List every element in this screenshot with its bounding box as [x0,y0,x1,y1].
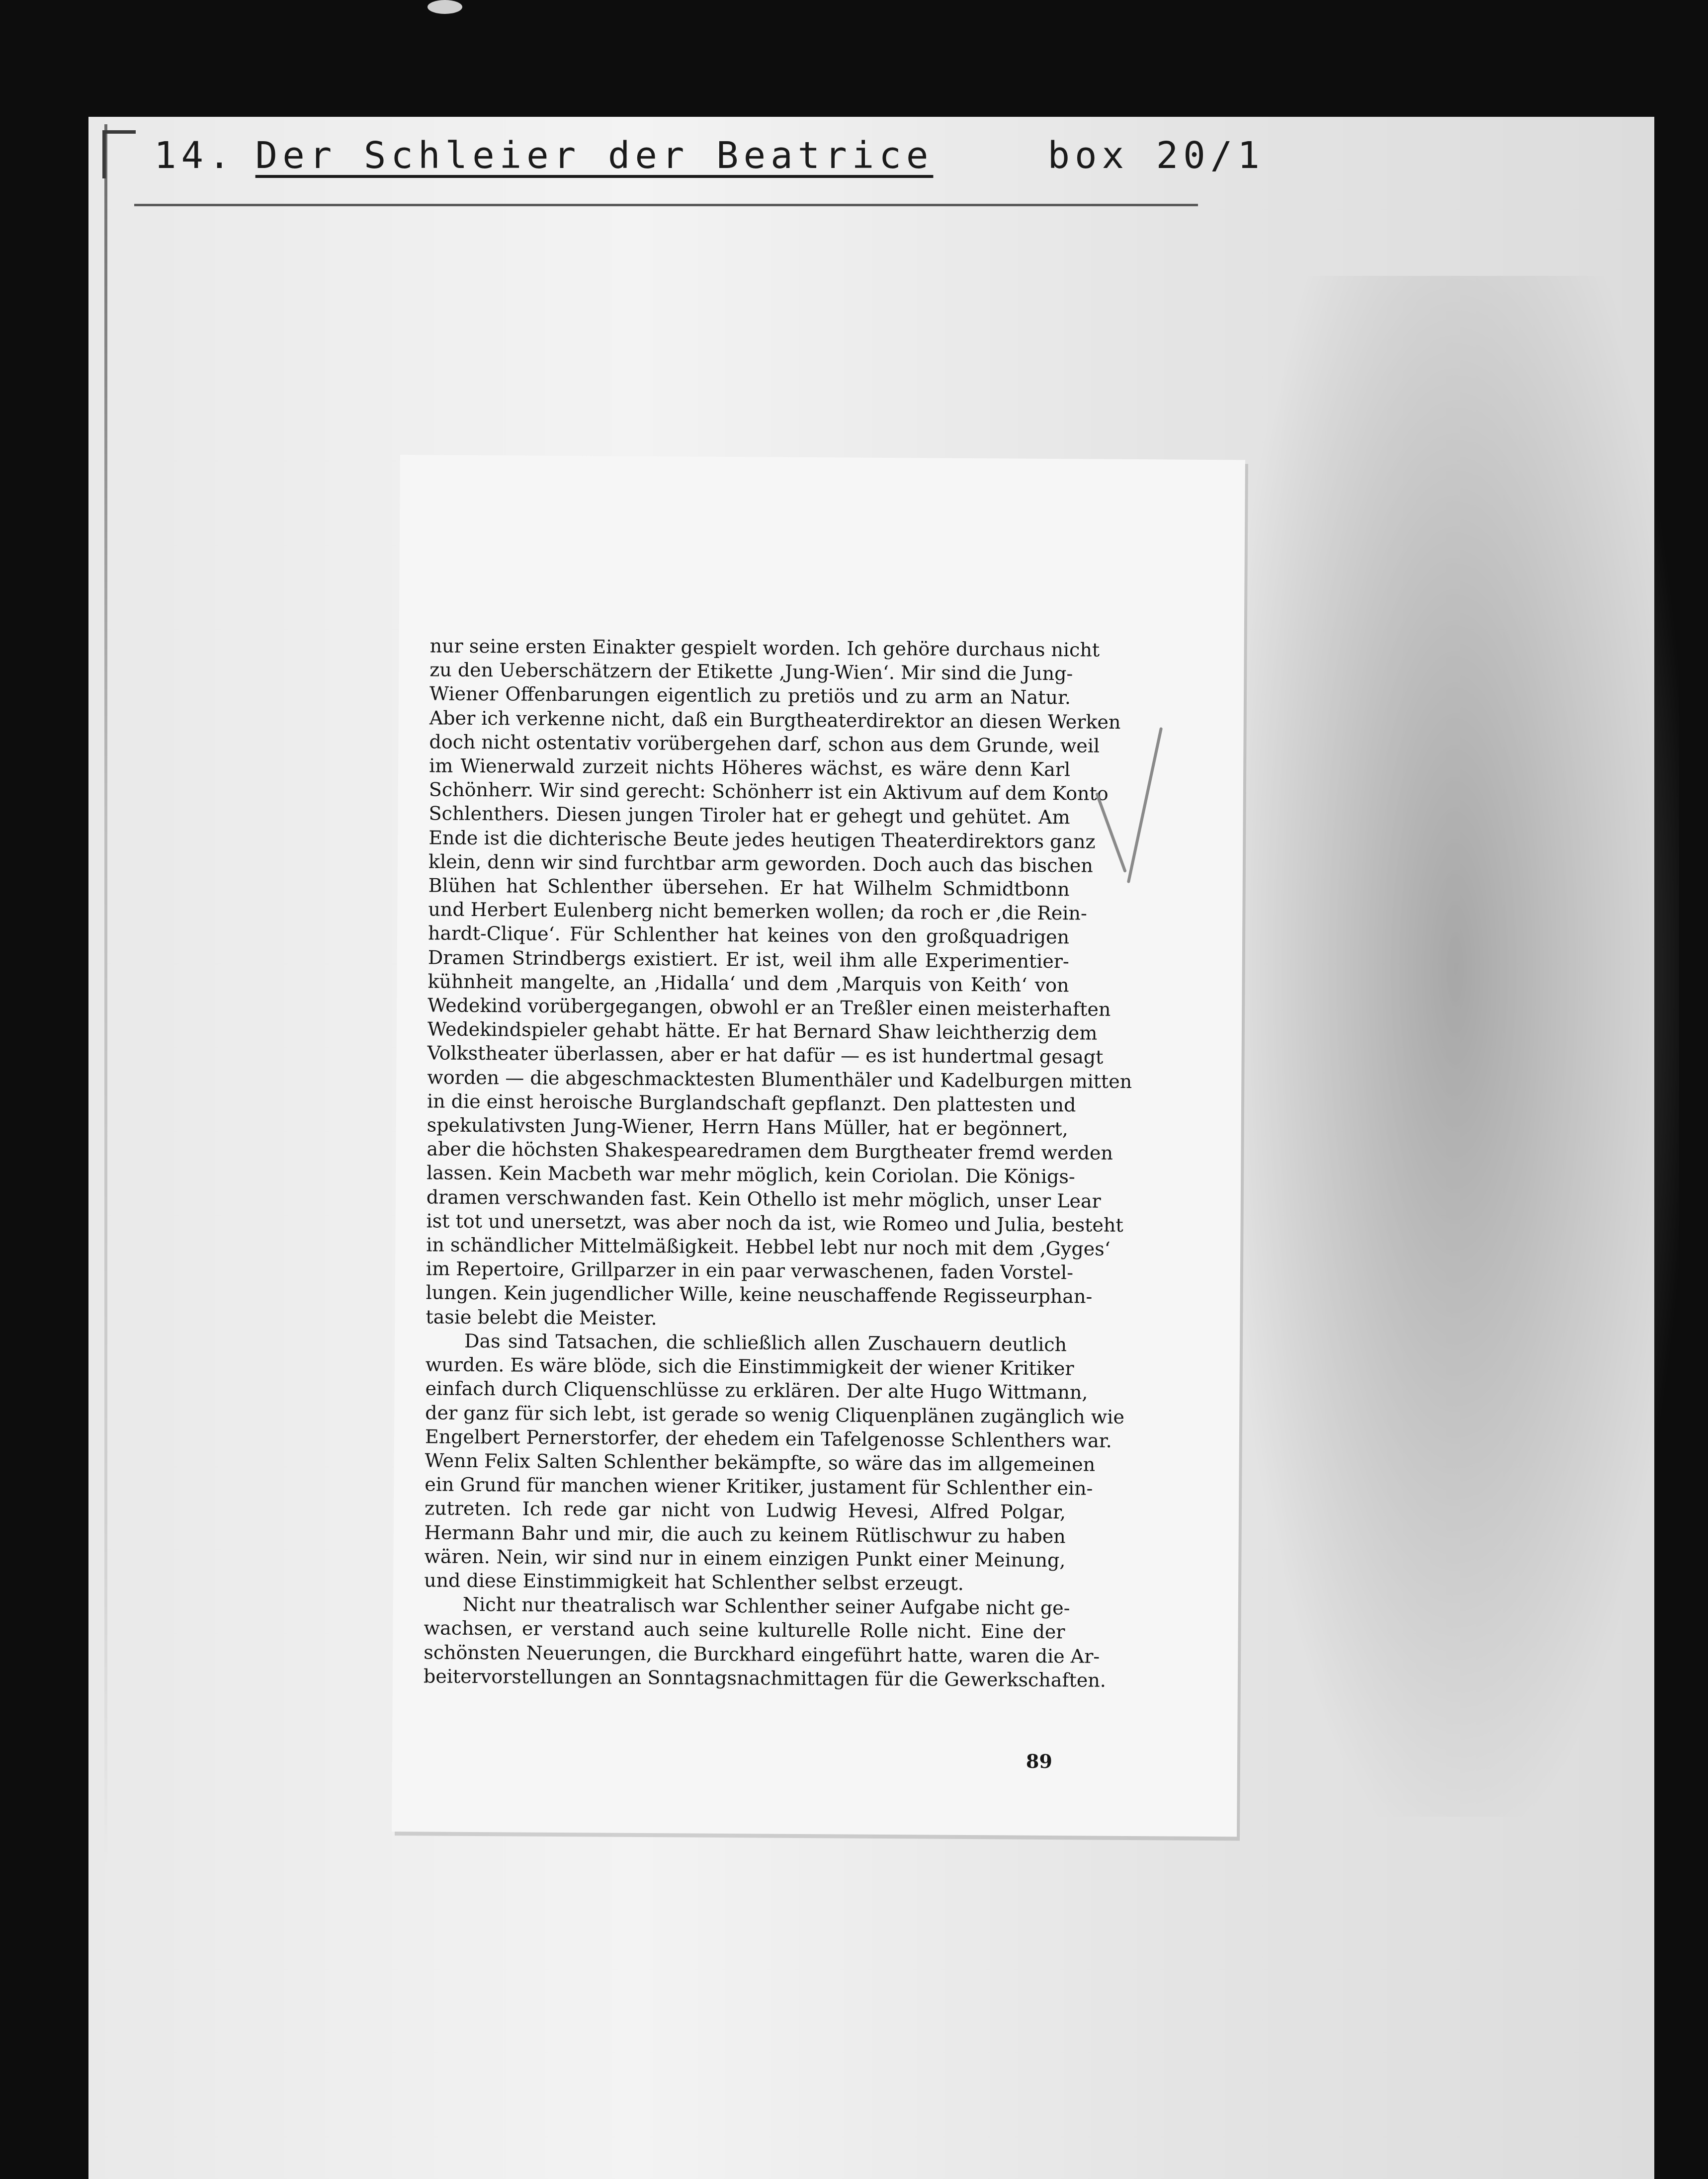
item-number: 14. [154,134,236,177]
text-line: Das sind Tatsachen, die schließlich allen Zuschauern deutlich [464,1330,1067,1356]
text-line: Hermann Bahr und mir, die auch zu keinem Rütlischwur zu haben [424,1521,1066,1547]
text-line: Aber ich verkenne nicht, daß ein Burgtheaterdirektor an diesen Werken [429,706,1121,733]
work-title: Der Schleier der Beatrice [255,134,934,177]
card-shadow [1232,276,1679,1817]
film-scratch [427,0,462,14]
text-line: spekulativsten Jung-Wiener, Herrn Hans Müller, hat er begönnert, [427,1114,1068,1140]
text-line: ein Grund für manchen wiener Kritiker, justament für Schlenther ein- [425,1473,1093,1500]
text-line: und Herbert Eulenberg nicht bemerken wollen; da roch er ‚die Rein- [428,898,1087,924]
text-line: zutreten. Ich rede gar nicht von Ludwig Hevesi, Alfred Polgar, [424,1497,1066,1523]
text-line: Blühen hat Schlenther übersehen. Er hat Wilhelm Schmidtbonn [428,874,1070,901]
text-line: der ganz für sich lebt, ist gerade so wenig Cliquenplänen zugänglich wie [425,1401,1125,1428]
text-line: Wedekindspieler gehabt hätte. Er hat Bernard Shaw leichtherzig dem [427,1018,1098,1044]
text-line: schönsten Neuerungen, die Burckhard eingeführt hatte, waren die Ar- [424,1641,1100,1668]
text-line: einfach durch Cliquenschlüsse zu erklären. Der alte Hugo Wittmann, [425,1377,1088,1404]
text-line: nur seine ersten Einakter gespielt worden. Ich gehöre durchaus nicht [429,635,1100,661]
text-line: doch nicht ostentativ vorübergehen darf, schon aus dem Grunde, weil [429,731,1100,757]
text-line: Nicht nur theatralisch war Schlenther seiner Aufgabe nicht ge- [462,1593,1070,1619]
text-line: im Wienerwald zurzeit nichts Höheres wächst, es wäre denn Karl [429,754,1071,781]
text-line: lassen. Kein Macbeth war mehr möglich, kein Coriolan. Die Königs- [427,1162,1075,1188]
text-line: Schlenthers. Diesen jungen Tiroler hat er gehegt und gehütet. Am [428,802,1070,829]
header-bracket [102,130,136,178]
header-rule [134,204,1198,206]
page-number: 89 [1025,1750,1052,1773]
archive-header [154,134,1265,177]
text-line: Volkstheater überlassen, aber er hat dafür — es ist hundertmal gesagt [427,1042,1104,1069]
text-line: Engelbert Pernerstorfer, der ehedem ein Tafelgenosse Schlenthers war. [425,1425,1112,1452]
text-line: Wenn Felix Salten Schlenther bekämpfte, so wäre das im allgemeinen [425,1449,1096,1476]
text-line: wachsen, er verstand auch seine kulturelle Rolle nicht. Eine der [424,1617,1065,1643]
text-line: Wiener Offenbarungen eigentlich zu pretiös und zu arm an Natur. [429,682,1071,709]
text-line: wären. Nein, wir sind nur in einem einzigen Punkt einer Meinung, [424,1545,1066,1571]
text-line: Dramen Strindbergs existiert. Er ist, weil ihm alle Experimentier- [427,946,1069,972]
text-line: Wedekind vorübergegangen, obwohl er an Treßler einen meisterhaften [427,994,1111,1020]
text-line: ist tot und unersetzt, was aber noch da ist, wie Romeo und Julia, besteht [426,1210,1123,1236]
text-line: kühnheit mangelte, an ‚Hidalla‘ und dem ‚Marquis von Keith‘ von [427,970,1069,997]
text-line: Ende ist die dichterische Beute jedes heutigen Theaterdirektors ganz [428,826,1096,853]
text-line: lungen. Kein jugendlicher Wille, keine neuschaffende Regisseurphan- [426,1281,1093,1308]
text-line: aber die höchsten Shakespearedramen dem Burgtheater fremd werden [427,1138,1113,1165]
clipping-text [423,634,1132,1692]
text-line: hardt-Clique‘. Für Schlenther hat keines von den großquadrigen [427,922,1070,948]
text-line: in schändlicher Mittelmäßigkeit. Hebbel lebt nur noch mit dem ‚Gyges‘ [426,1234,1110,1260]
text-line: klein, denn wir sind furchtbar arm geworden. Doch auch das bischen [428,850,1093,877]
text-line: beitervorstellungen an Sonntagsnachmittagen für die Gewerkschaften. [423,1665,1107,1691]
card-left-edge [104,124,107,1864]
text-line: im Repertoire, Grillparzer in ein paar verwaschenen, faden Vorstel- [426,1257,1074,1284]
text-line: worden — die abgeschmacktesten Blumenthäler und Kadelburgen mitten [427,1066,1132,1092]
box-label: box 20/1 [1047,134,1265,177]
text-line: zu den Ueberschätzern der Etikette ‚Jung-Wien‘. Mir sind die Jung- [429,659,1073,685]
text-line: wurden. Es wäre blöde, sich die Einstimmigkeit der wiener Kritiker [425,1353,1074,1380]
text-line: in die einst heroische Burglandschaft gepflanzt. Den plattesten und [427,1090,1076,1116]
text-line: tasie belebt die Meister. [426,1306,657,1329]
text-line: und diese Einstimmigkeit hat Schlenther selbst erzeugt. [424,1569,964,1594]
text-line: Schönherr. Wir sind gerecht: Schönherr ist ein Aktivum auf dem Konto [428,778,1109,805]
newspaper-clipping [392,455,1245,1837]
text-line: dramen verschwanden fast. Kein Othello ist mehr möglich, unser Lear [426,1186,1101,1212]
